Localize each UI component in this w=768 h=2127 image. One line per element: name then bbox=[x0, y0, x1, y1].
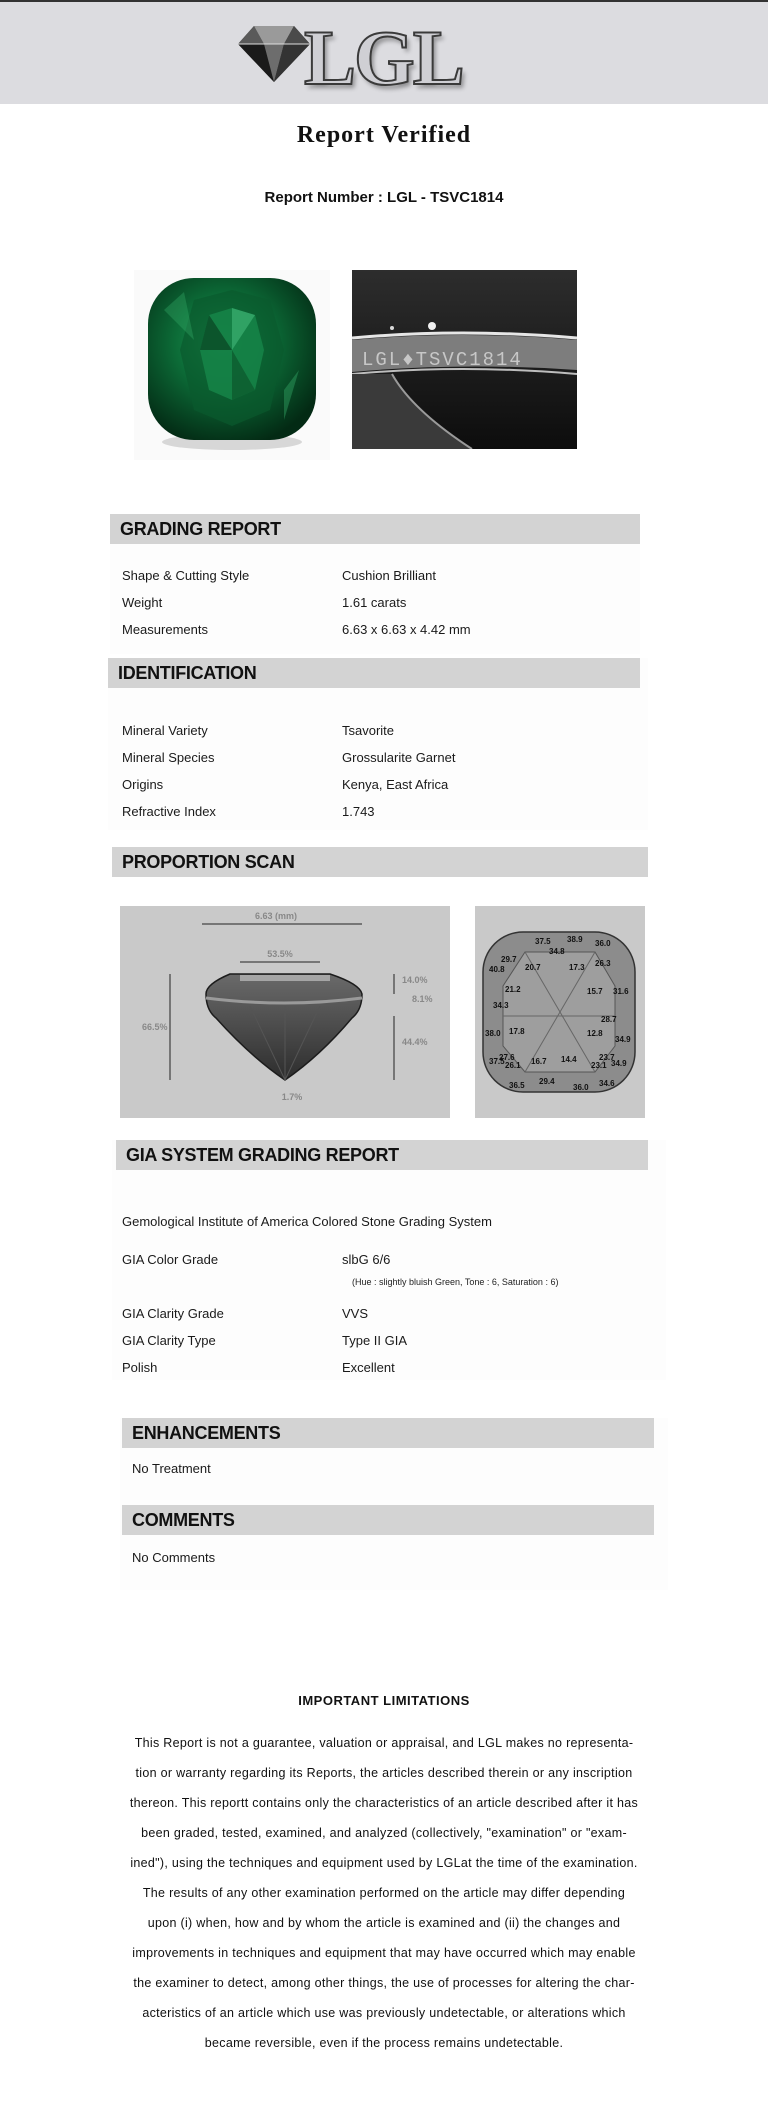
facet-value: 31.6 bbox=[613, 987, 629, 996]
measurements-value: 6.63 x 6.63 x 4.42 mm bbox=[342, 622, 471, 637]
limitations-title: IMPORTANT LIMITATIONS bbox=[298, 1693, 470, 1708]
mineral-variety-value: Tsavorite bbox=[342, 723, 395, 738]
limitations-line: The results of any other examination performed on the article may differ depending bbox=[142, 1886, 626, 1900]
facet-value: 21.2 bbox=[505, 985, 521, 994]
refractive-index-value: 1.743 bbox=[342, 804, 375, 819]
limitations-line: became reversible, even if the process remains undetectable. bbox=[204, 2036, 564, 2050]
facet-value: 38.9 bbox=[567, 935, 583, 944]
limitations-line: upon (i) when, how and by whom the article is examined and (ii) the changes and bbox=[147, 1916, 621, 1930]
facet-value: 29.4 bbox=[539, 1077, 555, 1086]
refractive-index-label: Refractive Index bbox=[122, 804, 216, 819]
facet-value: 17.8 bbox=[509, 1027, 525, 1036]
clarity-grade-label: GIA Clarity Grade bbox=[122, 1306, 224, 1321]
grading-report-heading: GRADING REPORT bbox=[110, 514, 640, 544]
facet-value: 38.0 bbox=[485, 1029, 501, 1038]
shape-label: Shape & Cutting Style bbox=[122, 568, 250, 583]
weight-label: Weight bbox=[122, 595, 163, 610]
mineral-species-value: Grossularite Garnet bbox=[342, 750, 456, 765]
polish-label: Polish bbox=[122, 1360, 158, 1375]
header bbox=[0, 2, 768, 104]
proportion-side-view bbox=[120, 906, 450, 1118]
measurements-label: Measurements bbox=[122, 622, 208, 637]
girdle-inscription-image bbox=[352, 270, 577, 449]
girdle-label: 8.1% bbox=[412, 994, 433, 1004]
limitations-line: ined"), using the techniques and equipment used by LGLat the time of the examination. bbox=[130, 1856, 638, 1870]
facet-value: 26.1 bbox=[505, 1061, 521, 1070]
crown-label: 14.0% bbox=[402, 975, 428, 985]
enhancements-text: No Treatment bbox=[132, 1461, 211, 1476]
facet-value: 23.1 bbox=[591, 1061, 607, 1070]
tsavorite-image bbox=[134, 270, 330, 460]
lgl-logo[interactable] bbox=[234, 14, 494, 101]
proportion-scan-heading: PROPORTION SCAN bbox=[112, 847, 648, 877]
logo-text: LGL bbox=[304, 14, 463, 101]
gem-photo bbox=[134, 270, 330, 460]
gia-subtitle: Gemological Institute of America Colored Stone Grading System bbox=[122, 1214, 492, 1229]
facet-value: 28.7 bbox=[601, 1015, 617, 1024]
clarity-grade-value: VVS bbox=[342, 1306, 369, 1321]
limitations-line: acteristics of an article which use was previously undetectable, or alterations which bbox=[142, 2006, 626, 2020]
inscription-text: LGL♦TSVC1814 bbox=[362, 349, 523, 371]
facet-value: 20.7 bbox=[525, 963, 541, 972]
gia-color-note: (Hue : slightly bluish Green, Tone : 6, Saturation : 6) bbox=[352, 1277, 559, 1287]
facet-value: 34.3 bbox=[493, 1001, 509, 1010]
limitations-line: This Report is not a guarantee, valuation or appraisal, and LGL makes no representa- bbox=[134, 1736, 634, 1750]
facet-value: 36.0 bbox=[595, 939, 611, 948]
report-number: Report Number : LGL - TSVC1814 bbox=[264, 189, 504, 206]
facet-value: 16.7 bbox=[531, 1057, 547, 1066]
facet-value: 26.3 bbox=[595, 959, 611, 968]
facet-value: 36.5 bbox=[509, 1081, 525, 1090]
facet-value: 40.8 bbox=[489, 965, 505, 974]
shape-value: Cushion Brilliant bbox=[342, 568, 436, 583]
culet-label: 1.7% bbox=[281, 1092, 303, 1102]
facet-value: 23.7 bbox=[599, 1053, 615, 1062]
diamond-icon bbox=[234, 22, 314, 84]
limitations-line: thereon. This reportt contains only the characteristics of an article described after it has bbox=[129, 1796, 639, 1810]
enhancements-heading: ENHANCEMENTS bbox=[122, 1418, 654, 1448]
table-label: 53.5% bbox=[267, 949, 293, 959]
limitations-line: tion or warranty regarding its Reports, the articles described therein or any inscription bbox=[135, 1766, 633, 1780]
weight-value: 1.61 carats bbox=[342, 595, 407, 610]
facet-value: 29.7 bbox=[501, 955, 517, 964]
facet-value: 15.7 bbox=[587, 987, 603, 996]
identification-heading: IDENTIFICATION bbox=[108, 658, 640, 688]
facet-value: 37.5 bbox=[535, 937, 551, 946]
facet-value: 37.5 bbox=[489, 1057, 505, 1066]
facet-value: 34.8 bbox=[549, 947, 565, 956]
gia-color-label: GIA Color Grade bbox=[122, 1252, 219, 1267]
facet-value: 14.4 bbox=[561, 1055, 577, 1064]
limitations-line: improvements in techniques and equipment that may have occurred which may enable bbox=[132, 1946, 636, 1960]
polish-value: Excellent bbox=[342, 1360, 395, 1375]
facet-value: 34.9 bbox=[615, 1035, 631, 1044]
comments-heading: COMMENTS bbox=[122, 1505, 654, 1535]
gia-heading: GIA SYSTEM GRADING REPORT bbox=[116, 1140, 648, 1170]
origins-value: Kenya, East Africa bbox=[342, 777, 449, 792]
facet-value: 34.6 bbox=[599, 1079, 615, 1088]
limitations-line: the examiner to detect, among other things, the use of processes for altering the char- bbox=[133, 1976, 635, 1990]
gia-color-value: slbG 6/6 bbox=[342, 1252, 391, 1267]
limitations-line: been graded, tested, examined, and analyzed (collectively, "examination" or "exam- bbox=[141, 1826, 627, 1840]
mineral-species-label: Mineral Species bbox=[122, 750, 215, 765]
facet-value: 17.3 bbox=[569, 963, 585, 972]
pavilion-label: 44.4% bbox=[402, 1037, 428, 1047]
clarity-type-label: GIA Clarity Type bbox=[122, 1333, 216, 1348]
page-title: Report Verified bbox=[296, 122, 472, 148]
depth-label: 66.5% bbox=[142, 1022, 168, 1032]
facet-value: 34.9 bbox=[611, 1059, 627, 1068]
facet-value: 36.0 bbox=[573, 1083, 589, 1092]
mineral-variety-label: Mineral Variety bbox=[122, 723, 208, 738]
limitations-text bbox=[117, 1728, 651, 2058]
inscription-photo bbox=[352, 270, 577, 449]
diameter-label: 6.63 (mm) bbox=[254, 911, 298, 921]
origins-label: Origins bbox=[122, 777, 164, 792]
facet-value: 27.6 bbox=[499, 1053, 515, 1062]
comments-text: No Comments bbox=[132, 1550, 216, 1565]
clarity-type-value: Type II GIA bbox=[342, 1333, 408, 1348]
facet-value: 12.8 bbox=[587, 1029, 603, 1038]
proportion-top-view bbox=[475, 906, 645, 1118]
